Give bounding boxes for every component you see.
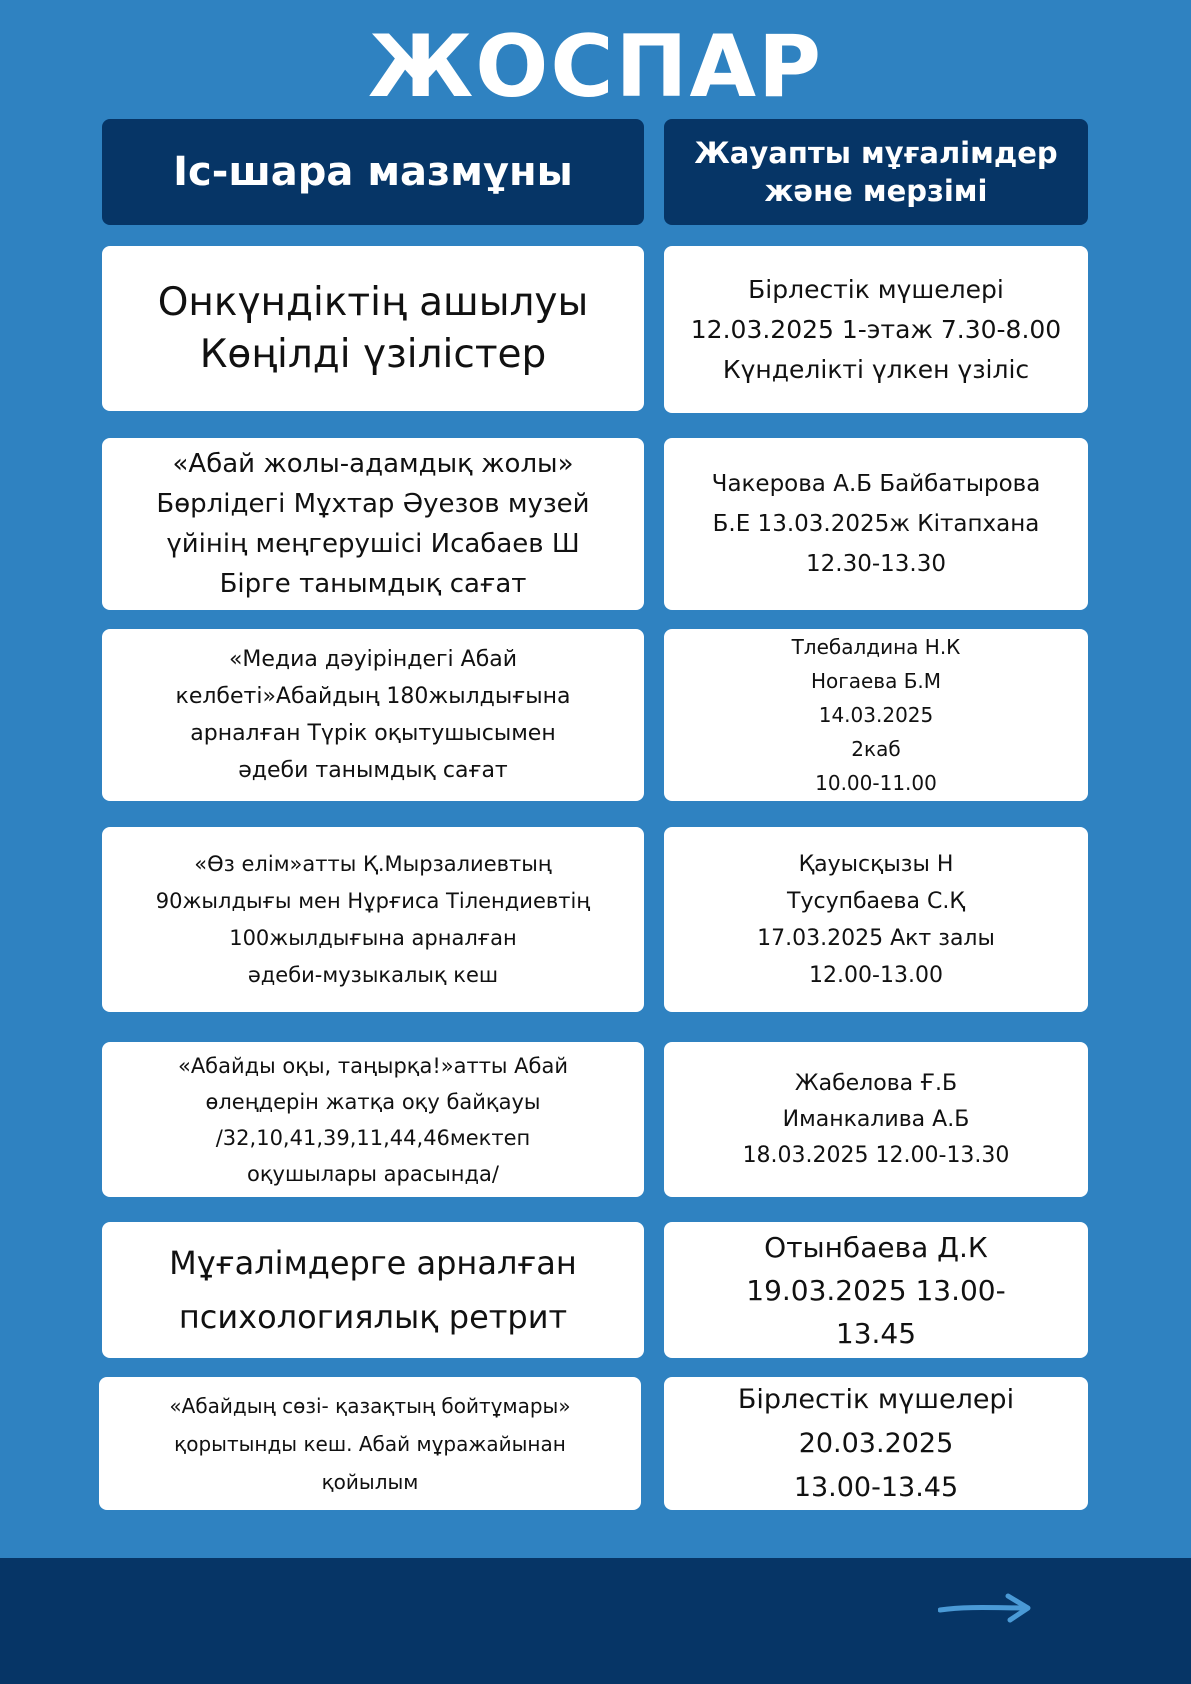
- details-line: Чакерова А.Б Байбатырова: [711, 471, 1041, 497]
- header-responsible-line: Жауапты мұғалімдер: [694, 136, 1058, 170]
- event-cell: [99, 1377, 641, 1510]
- details-line: Тусупбаева С.Қ: [787, 888, 965, 914]
- event-line: психологиялық ретрит: [178, 1298, 568, 1336]
- event-cell: [102, 438, 644, 610]
- event-cell: [102, 246, 644, 411]
- details-line: 19.03.2025 13.00-: [746, 1273, 1006, 1307]
- details-line: Жабелова Ғ.Б: [794, 1070, 958, 1096]
- header-responsible: [664, 119, 1088, 225]
- event-cell: [102, 1042, 644, 1197]
- header-event-label: Іс-шара мазмұны: [173, 149, 573, 195]
- event-line: 90жылдығы мен Нұрғиса Тілендиевтің: [155, 888, 591, 913]
- details-cell: [664, 1222, 1088, 1358]
- event-line: Бірге танымдық сағат: [219, 569, 527, 599]
- details-line: 2каб: [851, 737, 901, 761]
- event-line: Көңілді үзілістер: [199, 331, 547, 377]
- event-line: «Абайды оқы, таңырқа!»атты Абай: [177, 1053, 569, 1078]
- event-line: Онкүндіктің ашылуы: [157, 279, 589, 325]
- header-event-content: [102, 119, 644, 225]
- details-line: Күнделікті үлкен үзіліс: [722, 354, 1030, 384]
- details-cell: [664, 1042, 1088, 1197]
- header-responsible-line: және мерзімі: [764, 174, 988, 208]
- details-line: Бірлестік мүшелері: [737, 1383, 1015, 1415]
- details-line: Қауысқызы Н: [798, 851, 954, 877]
- event-line: әдеби-музыкалық кеш: [247, 962, 499, 987]
- details-cell: [664, 629, 1088, 801]
- details-line: 18.03.2025 12.00-13.30: [742, 1142, 1010, 1168]
- event-line: әдеби танымдық сағат: [238, 758, 508, 783]
- event-line: «Абай жолы-адамдық жолы»: [172, 449, 574, 479]
- event-line: 100жылдығына арналған: [229, 925, 517, 950]
- details-line: 12.00-13.00: [809, 962, 943, 988]
- details-line: 10.00-11.00: [815, 771, 937, 795]
- event-cell: [102, 1222, 644, 1358]
- details-line: 20.03.2025: [798, 1427, 954, 1459]
- page-title: ЖОСПАР: [367, 17, 824, 117]
- details-cell: [664, 1377, 1088, 1510]
- details-line: 17.03.2025 Акт залы: [757, 925, 995, 951]
- event-line: «Өз елім»атты Қ.Мырзалиевтың: [194, 851, 552, 876]
- event-line: өлеңдерін жатқа оқу байқауы: [205, 1089, 541, 1114]
- details-line: 14.03.2025: [818, 703, 934, 727]
- details-line: Бірлестік мүшелері: [748, 274, 1004, 304]
- details-line: 13.00-13.45: [793, 1471, 959, 1503]
- event-line: /32,10,41,39,11,44,46мектеп: [215, 1125, 531, 1150]
- details-line: 13.45: [835, 1316, 917, 1350]
- details-line: Ногаева Б.М: [810, 669, 942, 693]
- details-line: Б.Е 13.03.2025ж Кітапхана: [712, 511, 1040, 537]
- details-line: Отынбаева Д.К: [764, 1230, 988, 1264]
- event-line: Мұғалімдерге арналған: [169, 1244, 577, 1282]
- details-cell: [664, 438, 1088, 610]
- details-cell: [664, 246, 1088, 413]
- event-cell: [102, 629, 644, 801]
- arrow-right-icon[interactable]: [938, 1590, 1032, 1626]
- event-line: «Абайдың сөзі- қазақтың бойтұмары»: [169, 1393, 571, 1418]
- details-cell: [664, 827, 1088, 1012]
- details-line: Тлебалдина Н.К: [791, 635, 961, 659]
- details-line: 12.03.2025 1-этаж 7.30-8.00: [690, 314, 1062, 344]
- details-line: 12.30-13.30: [806, 551, 946, 577]
- event-line: Бөрлідегі Мұхтар Әуезов музей: [156, 489, 590, 519]
- event-line: «Медиа дәуіріндегі Абай: [228, 647, 518, 672]
- event-line: қойылым: [321, 1469, 419, 1494]
- event-line: қорытынды кеш. Абай мұражайынан: [174, 1431, 566, 1456]
- event-line: арналған Түрік оқытушысымен: [190, 721, 556, 746]
- event-cell: [102, 827, 644, 1012]
- event-line: келбеті»Абайдың 180жылдығына: [175, 684, 571, 709]
- event-line: үйінің меңгерушісі Исабаев Ш: [166, 529, 580, 559]
- event-line: оқушылары арасында/: [246, 1161, 500, 1186]
- details-line: Иманкалива А.Б: [782, 1106, 970, 1132]
